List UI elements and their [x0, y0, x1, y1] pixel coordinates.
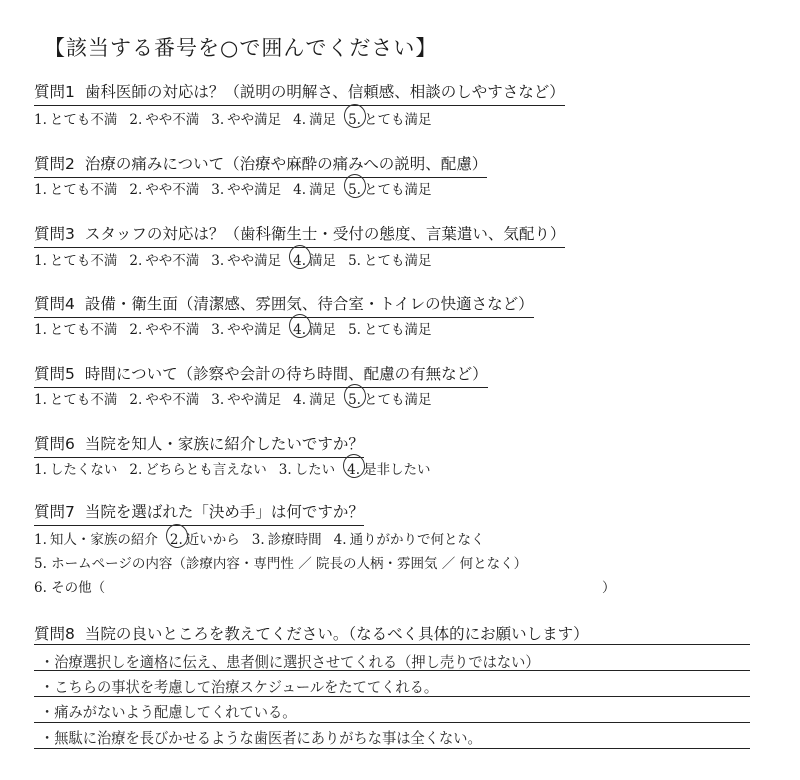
option-label: とても満足	[363, 253, 432, 269]
handwritten-answer-2: ・こちらの事状を考慮して治療スケジュールをたててくれる。	[40, 678, 439, 696]
question-7-option-1[interactable]	[34, 528, 158, 548]
question-4-option-5[interactable]	[348, 318, 431, 338]
question-8-text: 当院の良いところを教えてください。（なるべく具体的にお願いします）	[84, 625, 589, 643]
option-number: 3.	[211, 392, 225, 408]
question-8-number: 質問8	[34, 625, 75, 643]
option-label: 満足	[309, 253, 337, 269]
option-label: どちらとも言えない	[145, 462, 267, 478]
question-5-title	[34, 362, 488, 388]
question-3-number: 質問3	[34, 225, 75, 243]
question-3-option-3[interactable]	[211, 249, 281, 269]
option-number: 1.	[34, 462, 47, 478]
question-1-option-1[interactable]	[34, 108, 117, 128]
option-label: やや不満	[145, 253, 200, 269]
question-1-options[interactable]	[34, 108, 443, 128]
answer-line-5	[34, 748, 750, 749]
question-7-option-4[interactable]	[334, 528, 485, 548]
option-number: 5.	[348, 392, 361, 408]
question-6-number: 質問6	[34, 435, 75, 453]
option-label: やや満足	[227, 322, 282, 338]
question-5-option-5[interactable]	[348, 388, 431, 408]
question-2-options[interactable]	[34, 178, 443, 198]
option-label: とても満足	[363, 182, 432, 198]
question-3-option-1[interactable]	[34, 249, 117, 269]
option-label: とても満足	[363, 392, 432, 408]
option-number: 4.	[333, 532, 347, 548]
option-number: 3.	[278, 462, 292, 478]
option-number: 5.	[348, 253, 361, 269]
option-label: とても不満	[49, 322, 118, 338]
option-number: 2.	[129, 322, 143, 338]
option-label: とても不満	[49, 253, 118, 269]
option-number: 2.	[129, 112, 143, 128]
option-number: 1.	[34, 182, 47, 198]
question-6-option-1[interactable]	[34, 458, 117, 478]
handwritten-answer-4: ・無駄に治療を長びかせるような歯医者にありがちな事は全くない。	[40, 729, 482, 747]
option-number: 5.	[348, 182, 361, 198]
question-1-text: 歯科医師の対応は？（説明の明解さ、信頼感、相談のしやすさなど）	[84, 83, 565, 101]
question-7-option-5[interactable]: 5. ホームページの内容（診療内容・専門性 ／ 院長の人柄・雰囲気 ／ 何となく）	[34, 556, 528, 572]
option-label: やや満足	[227, 182, 282, 198]
option-number: 2.	[129, 253, 143, 269]
answer-line-1	[34, 644, 750, 645]
option-number: 2.	[129, 392, 143, 408]
question-2-text: 治療の痛みについて（治療や麻酔の痛みへの説明、配慮）	[84, 155, 488, 173]
page-title: 【該当する番号を○で囲んでください】	[44, 36, 438, 60]
option-label: 近いから	[185, 532, 240, 548]
option-number: 3.	[211, 112, 225, 128]
question-5-option-2[interactable]	[129, 388, 199, 408]
question-4-number: 質問4	[34, 295, 75, 313]
option-number: 4.	[293, 182, 307, 198]
option-label: 是非したい	[363, 462, 431, 478]
question-3-option-5[interactable]	[348, 249, 431, 269]
question-7-option-2[interactable]	[170, 528, 240, 548]
option-number: 3.	[211, 322, 225, 338]
option-label: 診療時間	[267, 532, 322, 548]
question-1-option-4[interactable]	[293, 108, 336, 128]
question-5-number: 質問5	[34, 365, 75, 383]
question-4-title	[34, 292, 534, 318]
question-7-option-6[interactable]	[34, 576, 616, 596]
question-2-option-4[interactable]	[293, 178, 336, 198]
question-6-options[interactable]	[34, 458, 443, 478]
option-number: 3.	[211, 253, 225, 269]
question-2-number: 質問2	[34, 155, 75, 173]
option-number: 1.	[34, 112, 47, 128]
question-6-option-3[interactable]	[279, 458, 335, 478]
answer-line-4	[34, 722, 750, 723]
question-5-text: 時間について（診察や会計の待ち時間、配慮の有無など）	[84, 365, 488, 383]
option-label: 満足	[309, 322, 337, 338]
option-label: やや不満	[145, 322, 200, 338]
option-label: やや不満	[145, 392, 200, 408]
question-7-other-close: ）	[602, 580, 616, 596]
question-7-options[interactable]	[34, 528, 497, 548]
option-label: とても満足	[363, 112, 432, 128]
option-label: とても不満	[49, 112, 118, 128]
option-number: 5.	[348, 112, 361, 128]
option-number: 5.	[348, 322, 361, 338]
option-label: 満足	[309, 182, 337, 198]
option-number: 3.	[211, 182, 225, 198]
option-label: やや不満	[145, 112, 200, 128]
option-label: 満足	[309, 392, 337, 408]
question-3-option-4[interactable]	[293, 249, 336, 269]
question-2-option-1[interactable]	[34, 178, 117, 198]
question-1-option-5[interactable]	[348, 108, 431, 128]
question-7-title	[34, 500, 364, 526]
option-label: とても不満	[49, 182, 118, 198]
option-label: したくない	[49, 462, 118, 478]
question-3-option-2[interactable]	[129, 249, 199, 269]
option-label: 通りがかりで何となく	[349, 532, 485, 548]
option-label: やや不満	[145, 182, 200, 198]
handwritten-answer-3: ・痛みがないよう配慮してくれている。	[40, 703, 297, 721]
option-number: 1.	[34, 392, 47, 408]
option-number: 2.	[129, 182, 143, 198]
question-5-options[interactable]	[34, 388, 443, 408]
option-label: とても満足	[363, 322, 432, 338]
option-number: 1.	[34, 322, 47, 338]
option-label: 満足	[309, 112, 337, 128]
question-3-options[interactable]	[34, 249, 443, 269]
question-1-option-2[interactable]	[129, 108, 199, 128]
option-label: やや満足	[227, 392, 282, 408]
question-4-option-2[interactable]	[129, 318, 199, 338]
option-number: 2.	[129, 462, 143, 478]
question-4-option-1[interactable]	[34, 318, 117, 338]
question-2-title	[34, 152, 487, 178]
question-4-option-4[interactable]	[293, 318, 336, 338]
option-number: 2.	[169, 532, 183, 548]
question-1-option-3[interactable]	[211, 108, 281, 128]
question-2-option-3[interactable]	[211, 178, 281, 198]
option-number: 1.	[34, 532, 47, 548]
option-number: 4.	[293, 392, 307, 408]
question-4-option-3[interactable]	[211, 318, 281, 338]
question-4-options[interactable]	[34, 318, 443, 338]
question-7-option-3[interactable]	[252, 528, 322, 548]
question-5-option-1[interactable]	[34, 388, 117, 408]
option-number: 4.	[293, 322, 307, 338]
question-6-title	[34, 432, 364, 458]
question-6-option-4[interactable]	[347, 458, 430, 478]
question-7-other-label: 6. その他（	[34, 580, 106, 596]
option-label: 知人・家族の紹介	[49, 532, 158, 548]
question-2-option-5[interactable]	[348, 178, 431, 198]
handwritten-answer-1: ・治療選択しを適格に伝え、患者側に選択させてくれる（押し売りではない）	[40, 653, 540, 671]
question-1-title	[34, 80, 565, 106]
option-label: やや満足	[227, 112, 282, 128]
option-number: 4.	[347, 462, 361, 478]
question-7-text: 当院を選ばれた「決め手」は何ですか？	[84, 503, 364, 521]
question-3-text: スタッフの対応は？（歯科衛生士・受付の態度、言葉遣い、気配り）	[84, 225, 566, 243]
question-2-option-2[interactable]	[129, 178, 199, 198]
option-number: 4.	[293, 112, 307, 128]
question-5-option-3[interactable]	[211, 388, 281, 408]
question-4-text: 設備・衛生面（清潔感、雰囲気、待合室・トイレの快適さなど）	[84, 295, 534, 313]
option-label: やや満足	[227, 253, 282, 269]
option-number: 3.	[251, 532, 265, 548]
question-6-text: 当院を知人・家族に紹介したいですか？	[84, 435, 364, 453]
option-label: したい	[294, 462, 336, 478]
option-label: とても不満	[49, 392, 118, 408]
option-number: 1.	[34, 253, 47, 269]
option-number: 4.	[293, 253, 307, 269]
question-7-number: 質問7	[34, 503, 75, 521]
question-6-option-2[interactable]	[129, 458, 266, 478]
question-1-number: 質問1	[34, 83, 75, 101]
question-5-option-4[interactable]	[293, 388, 336, 408]
